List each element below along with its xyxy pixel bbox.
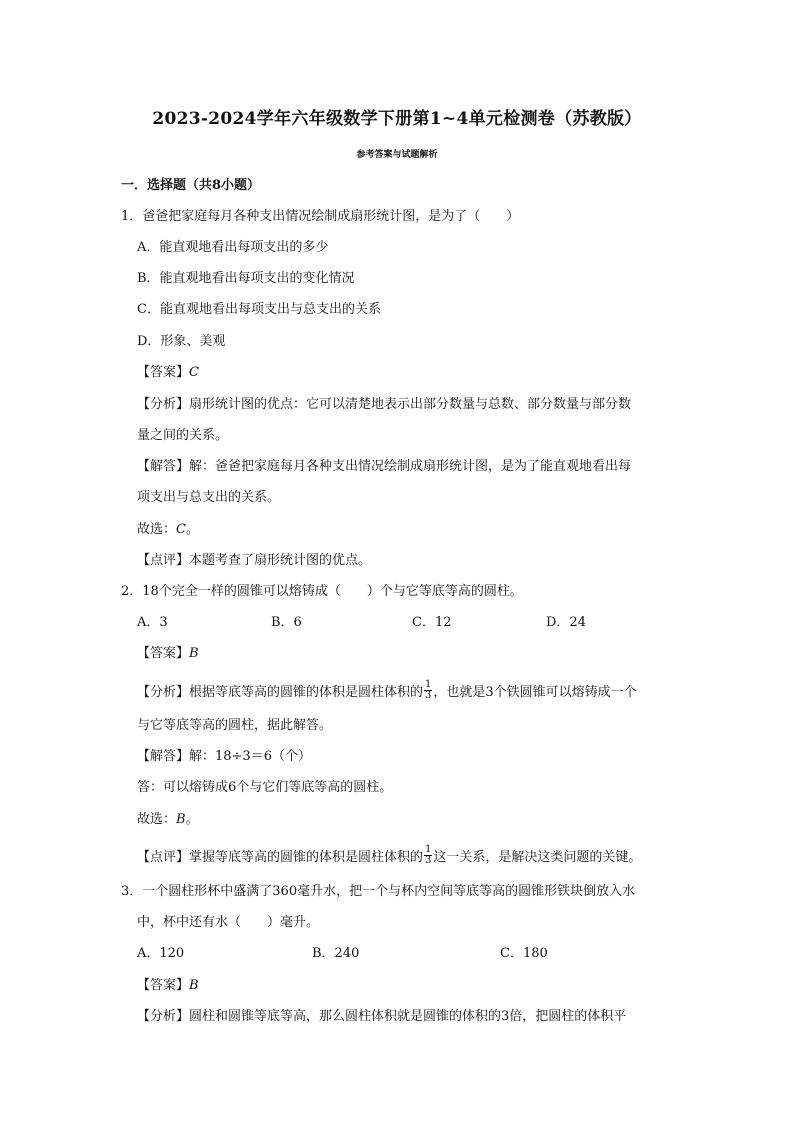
fraction-numerator: 1 xyxy=(425,844,432,855)
q1-stem: 1．爸爸把家庭每月各种支出情况绘制成扇形统计图，是为了（ ） xyxy=(121,209,520,224)
q2-analysis-fraction xyxy=(424,680,432,701)
q2-choose-value: B xyxy=(176,812,186,827)
q1-choose-value: C xyxy=(176,522,186,537)
fraction-denominator: 3 xyxy=(425,855,432,866)
q2-analysis-text-b: ，也就是3个铁圆锥可以熔铸成一个 xyxy=(433,685,637,700)
q2-option-d: D．24 xyxy=(546,615,586,630)
q3-answer xyxy=(137,977,199,995)
q3-option-b: B．240 xyxy=(312,946,360,961)
q3-answer-value: B xyxy=(189,978,199,993)
q3-analysis-line1: 【分析】圆柱和圆锥等底等高，那么圆柱体积就是圆锥的体积的3倍，把圆柱的体积平 xyxy=(137,1009,627,1024)
q2-analysis-line2: 与它等底等高的圆柱，据此解答。 xyxy=(137,718,333,733)
fraction-denominator: 3 xyxy=(425,690,432,701)
q2-comment-fraction xyxy=(424,845,432,866)
q2-reply: 答：可以熔铸成6个与它们等底等高的圆柱。 xyxy=(137,780,393,795)
q2-comment-text-b: 这一关系，是解决这类问题的关键。 xyxy=(433,850,642,865)
q3-option-c: C．180 xyxy=(500,946,548,961)
q2-solution: 【解答】解：18÷3＝6（个） xyxy=(137,749,311,764)
q2-analysis-line1 xyxy=(137,679,637,703)
q2-choose-prefix: 故选： xyxy=(137,812,177,827)
document-title: 2023-2024学年六年级数学下册第1~4单元检测卷（苏教版） xyxy=(152,109,642,129)
q3-answer-label: 【答案】 xyxy=(137,978,190,993)
q2-answer xyxy=(137,645,199,663)
q2-stem: 2．18个完全一样的圆锥可以熔铸成（ ）个与它等底等高的圆柱。 xyxy=(121,584,523,599)
q1-analysis-line1: 【分析】扇形统计图的优点：它可以清楚地表示出部分数量与总数、部分数量与部分数 xyxy=(137,397,632,412)
q2-comment xyxy=(137,844,642,868)
q1-choose xyxy=(137,521,199,539)
q3-stem-line2: 中，杯中还有水（ ）毫升。 xyxy=(137,915,320,930)
q1-solution-line2: 项支出与总支出的关系。 xyxy=(137,490,281,505)
q1-answer-label: 【答案】 xyxy=(137,365,190,380)
q3-option-a: A．120 xyxy=(137,946,185,961)
q1-solution-line1: 【解答】解：爸爸把家庭每月各种支出情况绘制成扇形统计图，是为了能直观地看出每 xyxy=(137,459,632,474)
q1-option-d: D．形象、美观 xyxy=(137,334,226,349)
q2-answer-value: B xyxy=(189,646,199,661)
q1-answer xyxy=(137,364,199,382)
q2-option-b: B．6 xyxy=(271,615,302,630)
q2-option-a: A．3 xyxy=(137,615,168,630)
q2-comment-text-a: 【点评】掌握等底等高的圆锥的体积是圆柱体积的 xyxy=(137,850,424,865)
fraction-numerator: 1 xyxy=(425,679,432,690)
q1-option-a: A．能直观地看出每项支出的多少 xyxy=(137,240,329,255)
q1-analysis-line2: 量之间的关系。 xyxy=(137,428,229,443)
document-subtitle: 参考答案与试题解析 xyxy=(356,150,438,160)
q2-option-c: C．12 xyxy=(412,615,452,630)
q2-choose-suffix: 。 xyxy=(185,812,199,827)
q1-choose-prefix: 故选： xyxy=(137,522,177,537)
q1-option-c: C．能直观地看出每项支出与总支出的关系 xyxy=(137,302,381,317)
q2-answer-label: 【答案】 xyxy=(137,646,190,661)
q1-option-b: B．能直观地看出每项支出的变化情况 xyxy=(137,271,355,286)
q1-comment: 【点评】本题考查了扇形统计图的优点。 xyxy=(137,553,372,568)
section-heading: 一．选择题（共8小题） xyxy=(121,178,261,193)
q3-stem-line1: 3．一个圆柱形杯中盛满了360毫升水，把一个与杯内空间等底等高的圆锥形铁块倒放入水 xyxy=(121,884,636,899)
q1-answer-value: C xyxy=(189,365,199,380)
q2-choose xyxy=(137,811,199,829)
q1-choose-suffix: 。 xyxy=(185,522,199,537)
q2-analysis-text-a: 【分析】根据等底等高的圆锥的体积是圆柱体积的 xyxy=(137,685,424,700)
